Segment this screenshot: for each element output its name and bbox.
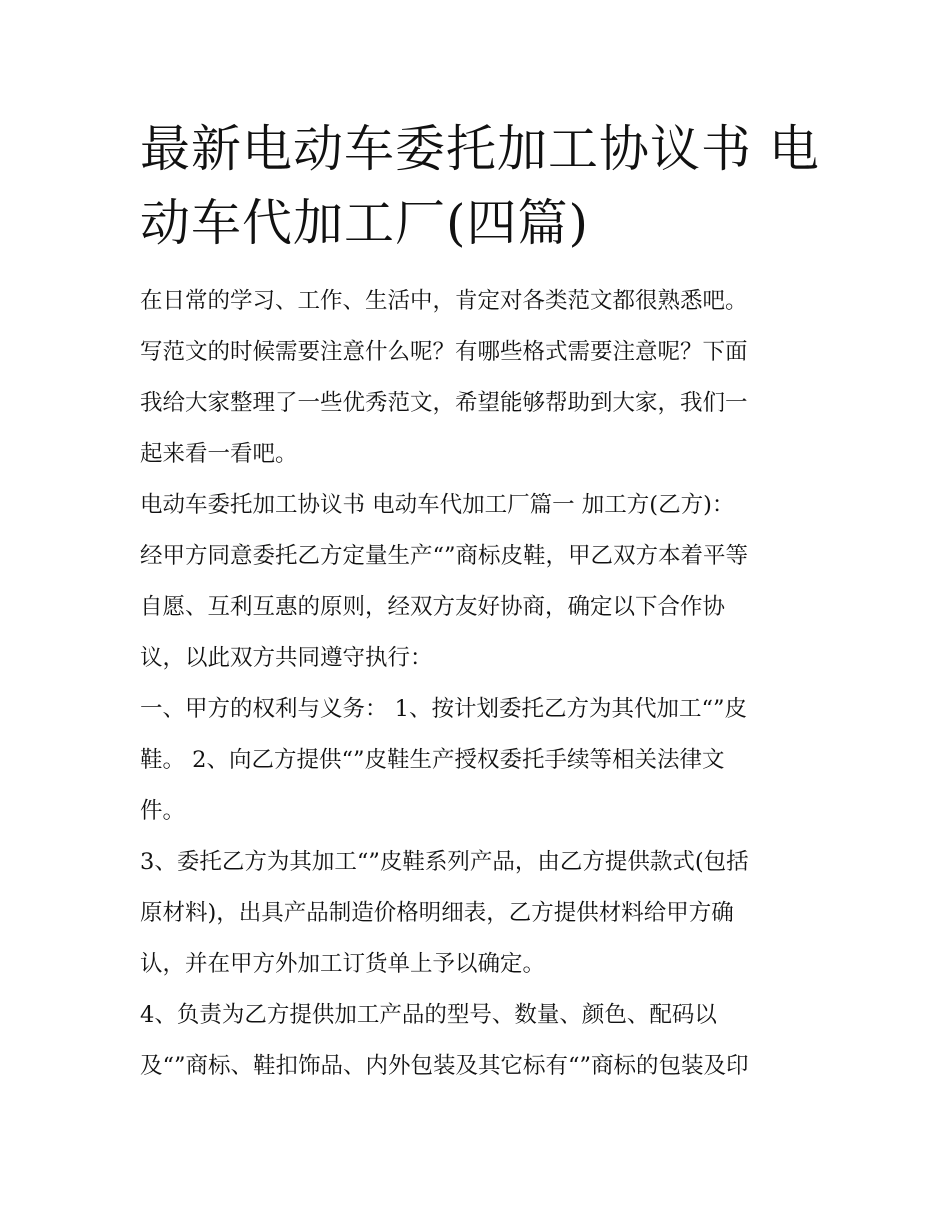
body-line: 3、委托乙方为其加工“”皮鞋系列产品，由乙方提供款式(包括 [140, 849, 749, 875]
body-line: 在日常的学习、工作、生活中，肯定对各类范文都很熟悉吧。 [140, 288, 748, 314]
title-line: 最新电动车委托加工协议书 电 [140, 120, 820, 178]
body-line: 经甲方同意委托乙方定量生产“”商标皮鞋，甲乙双方本着平等 [140, 543, 749, 569]
body-line: 原材料)，出具产品制造价格明细表，乙方提供材料给甲方确 [140, 900, 734, 926]
document-title [140, 112, 820, 260]
body-line: 我给大家整理了一些优秀范文，希望能够帮助到大家，我们一 [140, 390, 748, 416]
body-line: 起来看一看吧。 [140, 441, 298, 467]
body-line: 认，并在甲方外加工订货单上予以确定。 [140, 951, 546, 977]
body-line: 4、负责为乙方提供加工产品的型号、数量、颜色、配码以 [140, 1002, 717, 1028]
body-line: 写范文的时候需要注意什么呢？有哪些格式需要注意呢？下面 [140, 339, 748, 365]
title-line: 动车代加工厂(四篇) [140, 194, 590, 252]
body-line: 一、甲方的权利与义务： 1、按计划委托乙方为其代加工“”皮 [140, 696, 747, 722]
body-line: 鞋。 2、向乙方提供“”皮鞋生产授权委托手续等相关法律文 [140, 747, 725, 773]
body-line: 及“”商标、鞋扣饰品、内外包装及其它标有“”商标的包装及印 [140, 1053, 749, 1079]
body-line: 电动车委托加工协议书 电动车代加工厂篇一 加工方(乙方)： [140, 492, 735, 518]
body-line: 议，以此双方共同遵守执行： [140, 645, 433, 671]
body-line: 件。 [140, 798, 186, 824]
body-line: 自愿、互利互惠的原则，经双方友好协商，确定以下合作协 [140, 594, 726, 620]
